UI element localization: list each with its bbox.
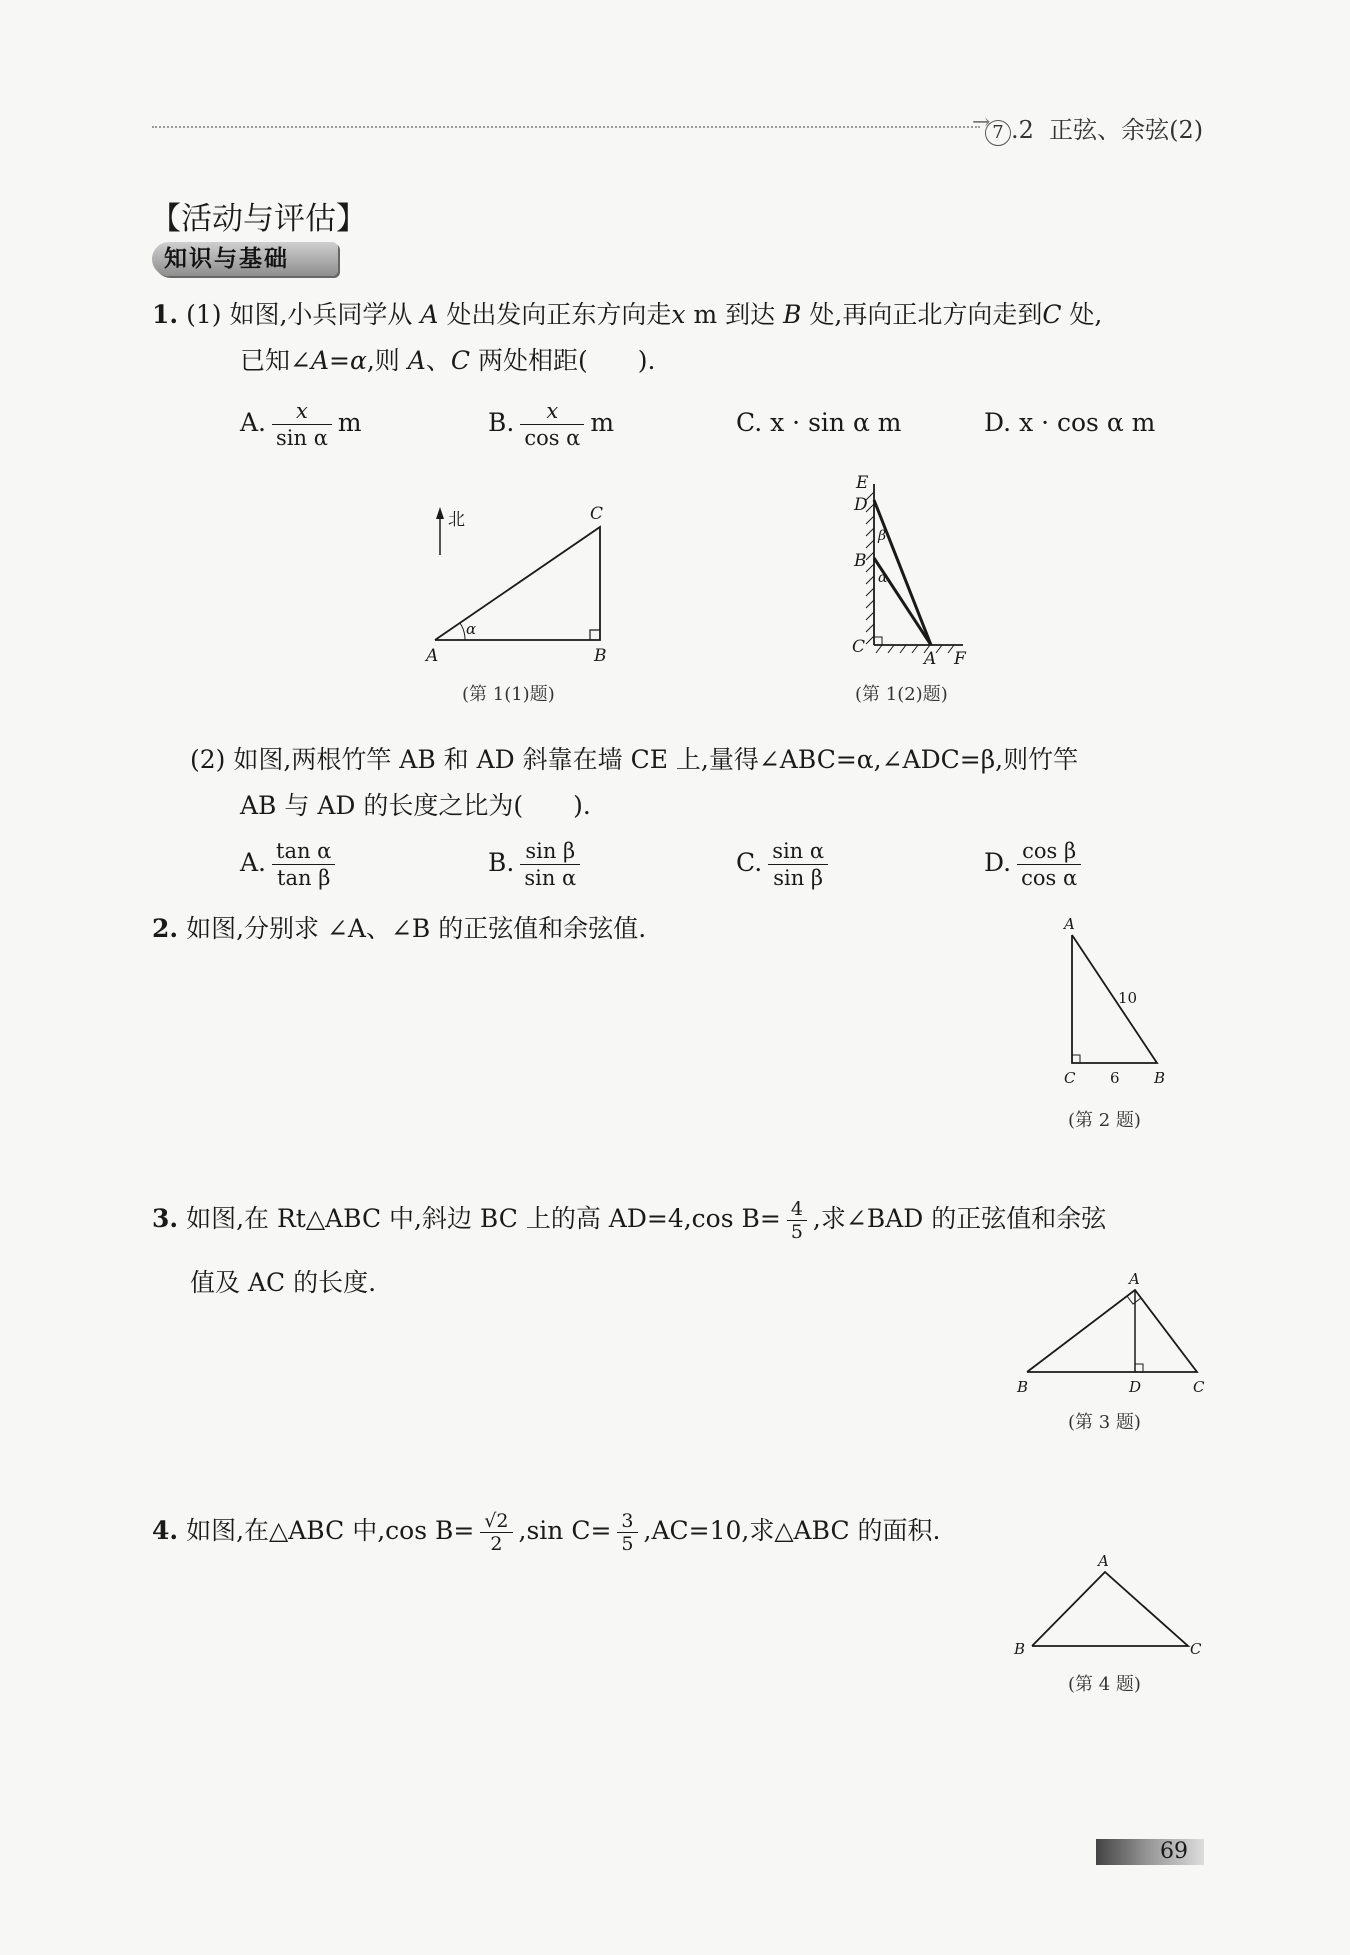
right-angle-mark-d (1135, 1364, 1143, 1372)
figure-q2 (1050, 915, 1180, 1090)
caption-q1-2: (第 1(2)题) (855, 684, 948, 705)
figure-q1-1 (420, 495, 620, 670)
label-base: 6 (1110, 1069, 1120, 1087)
label-c: C (852, 637, 866, 657)
label-a: A (426, 646, 439, 666)
north-label: 北 (448, 510, 465, 530)
label-b: B (854, 551, 867, 571)
triangle-abc (435, 527, 600, 640)
q1-option-a[interactable]: A. $\frac{x}{\text{sin α}}$ m (240, 399, 362, 450)
label-c: C (1064, 1069, 1076, 1087)
page-number: 69 (1160, 1839, 1188, 1864)
q1-part2-line2: AB 与 AD 的长度之比为( ). (240, 791, 591, 820)
north-arrow-head (436, 507, 444, 519)
label-c: C (590, 504, 604, 524)
label-a: A (1098, 1552, 1109, 1570)
q1-option-d[interactable]: D. x · cos α m (984, 408, 1156, 437)
label-alpha: α (466, 620, 477, 638)
label-c: C (1190, 1640, 1202, 1658)
triangle-abc (1027, 1290, 1197, 1372)
q3-line1: 3. 如图,在 Rt△ABC 中,斜边 BC 上的高 AD=4,cos B= $\frac{4}{5}$ ,求∠BAD 的正弦值和余弦 (152, 1198, 1107, 1243)
caption-q4: (第 4 题) (1068, 1674, 1141, 1695)
header-rule (152, 126, 980, 128)
caption-q3: (第 3 题) (1068, 1412, 1141, 1433)
figure-q3 (1015, 1270, 1215, 1400)
label-a: A (924, 649, 937, 669)
section-title: 【活动与评估】 (150, 201, 367, 237)
label-d: D (1129, 1378, 1142, 1396)
q4-text: 4. 如图,在△ABC 中,cos B= $\frac{√2}{2}$ ,sin C= $\frac{3}{5}$ ,AC=10,求△ABC 的面积. (152, 1510, 941, 1555)
q3-line2: 值及 AC 的长度. (190, 1268, 377, 1297)
triangle-abc (1032, 1572, 1188, 1646)
label-b: B (1014, 1640, 1026, 1658)
label-c: C (1193, 1378, 1205, 1396)
q1-option-c[interactable]: C. x · sin α m (736, 408, 902, 437)
label-b: B (594, 646, 607, 666)
label-a: A (1129, 1270, 1140, 1288)
header-section: 7 .2 正弦、余弦(2) (985, 110, 1203, 146)
label-e: E (856, 473, 869, 493)
q1-part1-line1: 1. (1) 如图,小兵同学从 A 处出发向正东方向走x m 到达 B 处,再向正北方向走到C 处, (152, 300, 1103, 329)
header-title: 正弦、余弦(2) (1049, 116, 1204, 144)
label-f: F (954, 649, 966, 669)
label-hypotenuse: 10 (1118, 989, 1138, 1007)
ground-hatch (876, 645, 954, 653)
label-a: A (1064, 915, 1075, 933)
label-alpha: α (878, 570, 888, 586)
figure-q1-2 (838, 470, 988, 670)
figure-q4 (1010, 1550, 1210, 1672)
right-angle-mark (1072, 1055, 1080, 1063)
label-b: B (1154, 1069, 1166, 1087)
chapter-circle: 7 (985, 120, 1011, 146)
label-beta: β (878, 528, 887, 544)
right-angle-mark (874, 637, 882, 645)
q1-part2-option-a[interactable]: A. $\frac{\text{tan α}}{\text{tan β}}$ (240, 838, 341, 891)
triangle-abc (1072, 935, 1157, 1063)
caption-q2: (第 2 题) (1068, 1110, 1141, 1131)
label-b: B (1017, 1378, 1029, 1396)
section-badge: 知识与基础 (152, 242, 338, 276)
angle-arc (460, 623, 465, 640)
label-d: D (854, 495, 868, 515)
q1-part2-option-d[interactable]: D. $\frac{\text{cos β}}{\text{cos α}}$ (984, 838, 1087, 891)
right-angle-mark-a (1127, 1296, 1141, 1304)
header-arrow-icon: → (972, 110, 991, 135)
q1-part2-option-c[interactable]: C. $\frac{\text{sin α}}{\text{sin β}}$ (736, 838, 834, 891)
q2-text: 2. 如图,分别求 ∠A、∠B 的正弦值和余弦值. (152, 914, 647, 943)
caption-q1-1: (第 1(1)题) (462, 684, 555, 705)
right-angle-mark (590, 630, 600, 640)
q1-part2-option-b[interactable]: B. $\frac{\text{sin β}}{\text{sin α}}$ (488, 838, 586, 891)
q1-option-b[interactable]: B. $\frac{x}{\text{cos α}}$ m (488, 399, 615, 450)
q1-part2-line1: (2) 如图,两根竹竿 AB 和 AD 斜靠在墙 CE 上,量得∠ABC=α,∠ADC=β,则竹竿 (190, 745, 1079, 774)
q1-part1-line2: 已知∠A=α,则 A、C 两处相距( ). (240, 346, 656, 375)
